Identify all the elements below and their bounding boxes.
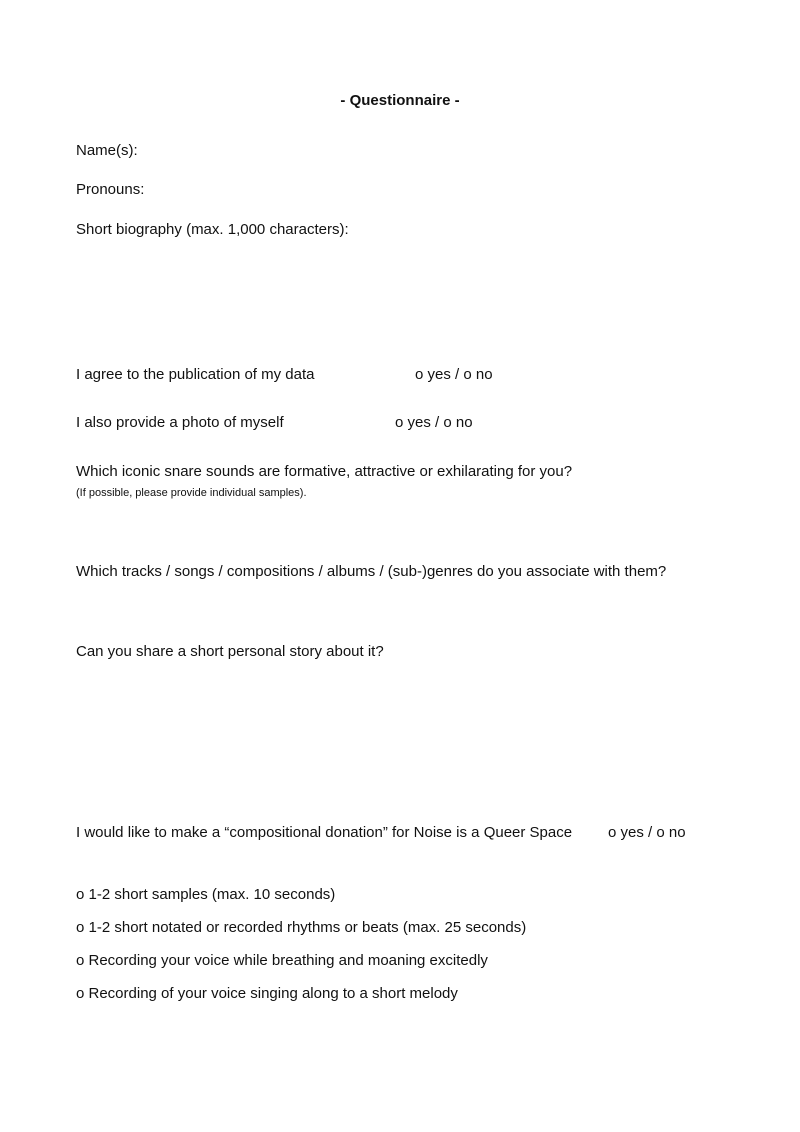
- donation-options[interactable]: o yes / o no: [608, 824, 686, 841]
- biography-label: Short biography (max. 1,000 characters):: [76, 221, 349, 238]
- photo-consent-label: I also provide a photo of myself: [76, 414, 284, 431]
- story-question: Can you share a short personal story about it?: [76, 643, 384, 660]
- publication-consent-label: I agree to the publication of my data: [76, 366, 315, 383]
- publication-consent-options[interactable]: o yes / o no: [415, 366, 493, 383]
- donation-item-breathing[interactable]: o Recording your voice while breathing and moaning excitedly: [76, 952, 488, 969]
- donation-item-rhythms[interactable]: o 1-2 short notated or recorded rhythms or beats (max. 25 seconds): [76, 919, 527, 936]
- snare-question: Which iconic snare sounds are formative, attractive or exhilarating for you?: [76, 463, 573, 480]
- donation-item-singing[interactable]: o Recording of your voice singing along to a short melody: [76, 985, 458, 1002]
- page-title: - Questionnaire -: [340, 92, 460, 109]
- tracks-question: Which tracks / songs / compositions / albums / (sub-)genres do you associate with them?: [76, 563, 667, 580]
- names-label: Name(s):: [76, 142, 138, 159]
- pronouns-label: Pronouns:: [76, 181, 145, 198]
- photo-consent-options[interactable]: o yes / o no: [395, 414, 473, 431]
- snare-question-note: (If possible, please provide individual samples).: [76, 487, 307, 499]
- donation-item-samples[interactable]: o 1-2 short samples (max. 10 seconds): [76, 886, 336, 903]
- donation-label: I would like to make a “compositional donation” for Noise is a Queer Space: [76, 824, 573, 841]
